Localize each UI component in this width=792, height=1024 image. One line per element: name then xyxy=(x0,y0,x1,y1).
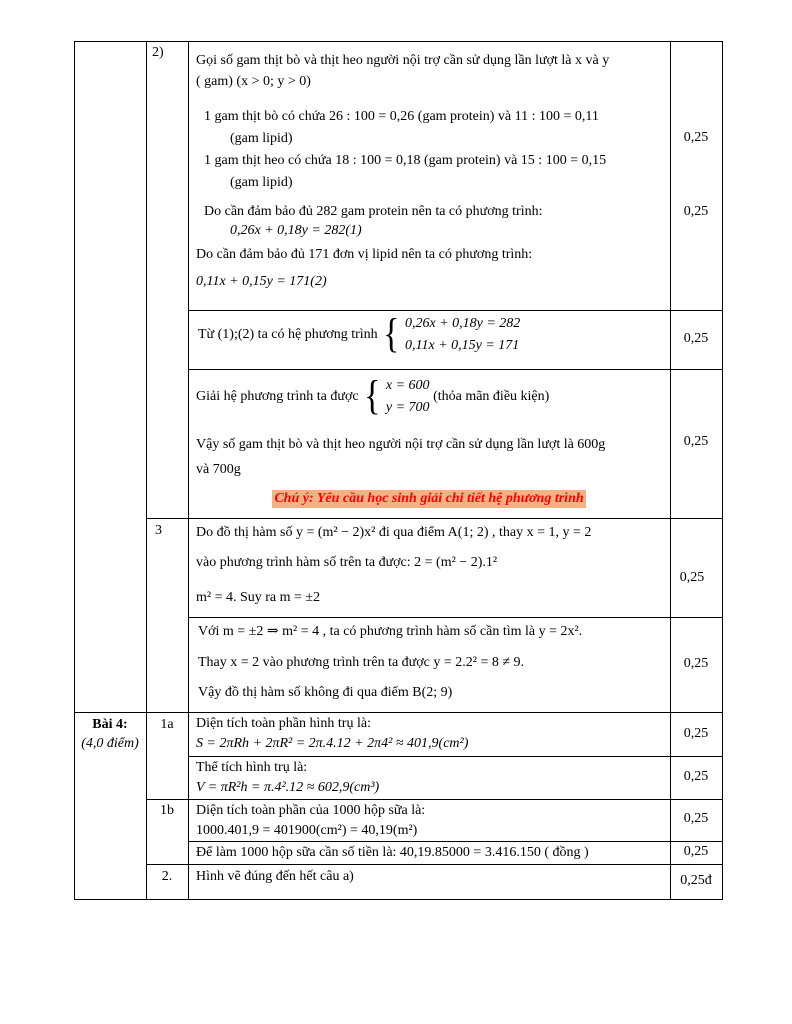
p3-line2: vào phương trình hàm số trên ta được: 2 = (m² − 2).1² xyxy=(196,555,498,570)
p2-solve-eq2: y = 700 xyxy=(385,400,430,415)
bai4-1a2-score: 0,25 xyxy=(683,769,709,784)
p2-solve-intro: Giải hệ phương trình ta được xyxy=(196,389,359,404)
p3-line6: Vậy đồ thị hàm số không đi qua điểm B(2; 9) xyxy=(198,685,453,700)
p2-solve-eq1: x = 600 xyxy=(385,378,430,393)
p2-protein-text: Do cần đảm bảo đủ 282 gam protein nên ta có phương trình: xyxy=(204,204,543,219)
bai4-1b-line2: 1000.401,9 = 401900(cm²) = 40,19(m²) xyxy=(196,823,418,838)
bai4-1a2-line1: Thể tích hình trụ là: xyxy=(196,760,308,775)
p2-score-2: 0,25 xyxy=(683,204,709,219)
part-label-2: 2) xyxy=(152,45,164,60)
p2-pork-unit: (gam lipid) xyxy=(230,175,293,190)
bai4-1a-line2: S = 2πRh + 2πR² = 2π.4.12 + 2π4² ≈ 401,9(cm²) xyxy=(196,736,469,751)
bai4-points: (4,0 điểm) xyxy=(81,736,139,751)
bai4-1b-line1: Diện tích toàn phần của 1000 hộp sữa là: xyxy=(196,803,426,818)
p3-line5: Thay x = 2 vào phương trình trên ta được y = 2.2² = 8 ≠ 9. xyxy=(198,655,525,670)
p2-intro-line2: ( gam) (x > 0; y > 0) xyxy=(196,74,311,89)
left-brace-icon: { xyxy=(383,312,400,357)
bai4-label-1a: 1a xyxy=(160,717,174,732)
p2-conclusion-line2: và 700g xyxy=(196,462,241,477)
bai4-1b-score: 0,25 xyxy=(683,811,709,826)
bai4-1b2-score: 0,25 xyxy=(683,844,709,859)
p2-solve-condition: (thỏa mãn điều kiện) xyxy=(433,389,550,404)
p2-note: Chú ý: Yêu cầu học sinh giải chi tiết hệ phương trình xyxy=(274,491,584,506)
bai4-1a-score: 0,25 xyxy=(683,726,709,741)
p2-solve-row xyxy=(196,375,664,419)
p2-conclusion-line1: Vậy số gam thịt bò và thịt heo người nội trợ cần sử dụng lần lượt là 600g xyxy=(196,437,606,452)
p3-score-2: 0,25 xyxy=(683,656,709,671)
p2-system-intro: Từ (1);(2) ta có hệ phương trình xyxy=(198,327,378,342)
p2-intro-line1: Gọi số gam thịt bò và thịt heo người nội trợ cần sử dụng lần lượt là x và y xyxy=(196,53,610,68)
p2-lipid-text: Do cần đảm bảo đủ 171 đơn vị lipid nên ta có phương trình: xyxy=(196,247,533,262)
bai4-2-score: 0,25đ xyxy=(680,873,712,888)
p2-pork-line: 1 gam thịt heo có chứa 18 : 100 = 0,18 (gam protein) và 15 : 100 = 0,15 xyxy=(204,153,607,168)
p2-system-eq2: 0,11x + 0,15y = 171 xyxy=(404,338,520,353)
p2-beef-unit: (gam lipid) xyxy=(230,131,293,146)
p2-score-4: 0,25 xyxy=(683,434,709,449)
p2-lipid-equation: 0,11x + 0,15y = 171(2) xyxy=(196,274,327,289)
bai4-1a2-line2: V = πR²h = π.4².12 ≈ 602,9(cm³) xyxy=(196,780,380,795)
p3-line1: Do đồ thị hàm số y = (m² − 2)x² đi qua điểm A(1; 2) , thay x = 1, y = 2 xyxy=(196,525,592,540)
bai4-1b2-line: Để làm 1000 hộp sữa cần số tiền là: 40,19.85000 = 3.416.150 ( đồng ) xyxy=(196,845,589,860)
bai4-label-2: 2. xyxy=(161,869,173,884)
p2-score-3: 0,25 xyxy=(683,331,709,346)
bai4-label-1b: 1b xyxy=(160,803,174,818)
bai4-1a-line1: Diện tích toàn phần hình trụ là: xyxy=(196,716,371,731)
p2-system-row xyxy=(198,313,664,357)
p2-system-eq1: 0,26x + 0,18y = 282 xyxy=(404,316,521,331)
bai4-2-line: Hình vẽ đúng đến hết câu a) xyxy=(196,869,354,884)
part-label-3: 3 xyxy=(155,523,162,538)
p2-beef-line: 1 gam thịt bò có chứa 26 : 100 = 0,26 (gam protein) và 11 : 100 = 0,11 xyxy=(204,109,599,124)
p2-score-1: 0,25 xyxy=(683,130,709,145)
left-brace-icon: { xyxy=(364,374,381,419)
p2-protein-equation: 0,26x + 0,18y = 282(1) xyxy=(230,223,362,238)
p3-line4: Với m = ±2 ⇒ m² = 4 , ta có phương trình hàm số cần tìm là y = 2x². xyxy=(198,624,583,639)
p3-line3: m² = 4. Suy ra m = ±2 xyxy=(196,590,321,605)
p2-note-wrap xyxy=(188,490,670,508)
p3-score-1: 0,25 xyxy=(679,570,705,585)
bai4-title: Bài 4: xyxy=(92,717,128,732)
